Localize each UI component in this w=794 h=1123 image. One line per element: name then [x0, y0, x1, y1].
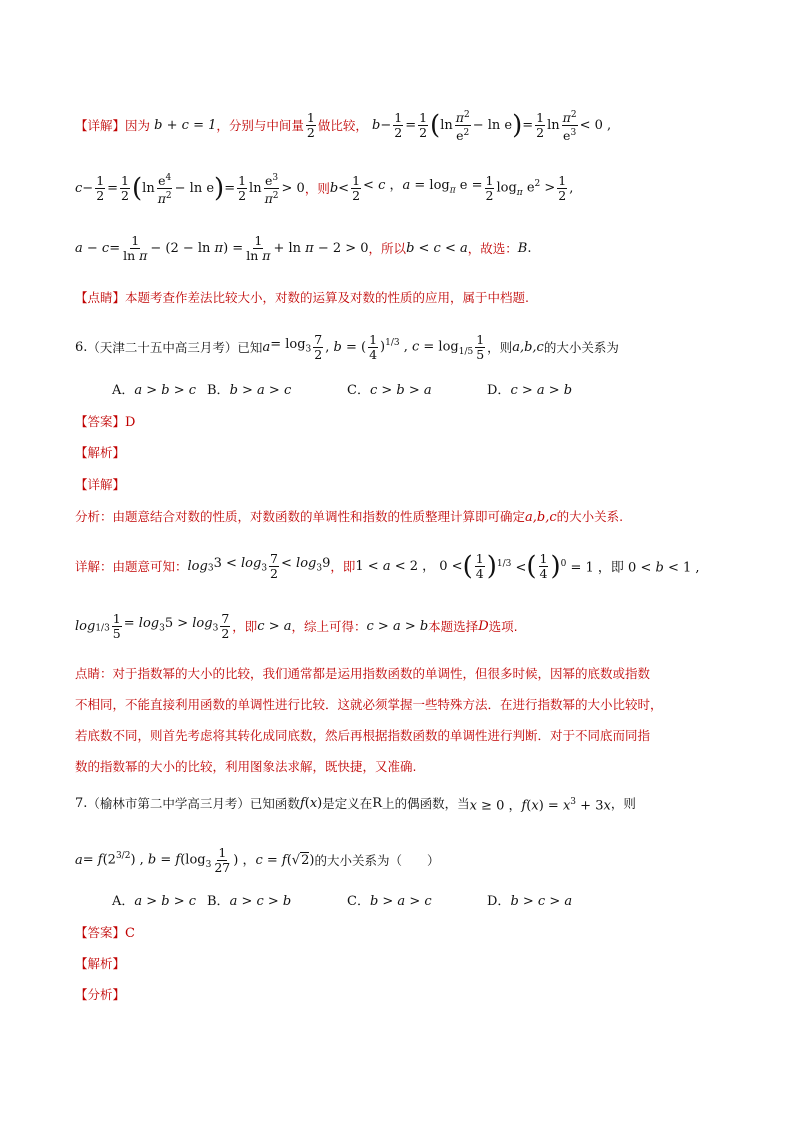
q5-detail-line-3: a − c= $\frac{1}{\text{ln π}}$ − (2 − ln π) = $\frac{1}{\text{ln π}}$ + ln π − 2 > 0，所以b < c < a，故选：B. [75, 233, 532, 263]
q6-analysis: 分析：由题意结合对数的性质，对数函数的单调性和指数的性质整理计算即可确定a,b,c的大小关系. [75, 509, 624, 525]
q6-comment-line-1: 点睛：对于指数幂的大小的比较，我们通常都是运用指数函数的单调性，但很多时候，因幂的底数或指数 [75, 666, 651, 681]
q5-comment-tag: 【点睛】 [75, 290, 126, 305]
q6-answer: 【答案】D [75, 414, 136, 430]
q7-analysis-tag: 【解析】 [75, 956, 126, 971]
q6-stem: 6.（天津二十五中高三月考）已知$a= \log_3$ $\frac{7}{2}$ , b = ( $\frac{1}{4}$ )$^{1/3}$ , $c = \log_{1/5}$ $\frac{1}{5}$ ，则a,b,c的大小关系为 [75, 332, 619, 362]
q6-option-b[interactable]: B．b > a > c [207, 383, 292, 398]
q6-analysis-tag: 【解析】 [75, 445, 126, 460]
q7-option-c[interactable]: C．b > a > c [347, 894, 432, 909]
q6-comment-line-2: 不相同，不能直接利用函数的单调性进行比较．这就必须掌握一些特殊方法．在进行指数幂的大小比较时， [75, 697, 663, 712]
q7-answer-value: C [125, 926, 135, 941]
q6-option-d[interactable]: D．c > a > b [487, 383, 573, 398]
q6-comment-line-3: 若底数不同，则首先考虑将其转化成同底数，然后再根据指数函数的单调性进行判断．对于不同底而同指 [75, 728, 651, 743]
q6-detail-line-2: $\log_{1/3}$ $\frac{1}{5}$ = $\log_35 > \log_3$ $\frac{7}{2}$ ，即c > a，综上可得：c > a > b本题选择D选项. [75, 611, 518, 641]
q6-detail-tag: 【详解】 [75, 477, 126, 492]
q7-stem-line-1: 7.（榆林市第二中学高三月考）已知函数f(x)是定义在R上的偶函数，当x ≥ 0 ，$f(x) = x^3 + 3x$，则 [75, 796, 636, 814]
q6-comment-line-4: 数的指数幂的大小的比较，利用图象法求解，既快捷，又准确. [75, 759, 417, 774]
q6-option-a[interactable]: A．a > b > c [112, 383, 197, 398]
q7-stem-line-2: $a= f(2^{3/2})$ , $b = f(\log_3$ $\frac{1}{27}$ ) ，c = f(√2)的大小关系为（ ） [75, 845, 440, 875]
q5-detail-line-1: 【详解】因为 b + c = 1，分别与中间量 $\frac{1}{2}$ 做比较， b− $\frac{1}{2}$ = $\frac{1}{2}$ (ln $\frac{\pi^2}{e^2}$ − ln e)= $\frac{1}{2}$ ln $\frac{\pi^2}{e^3}$ < 0 , [75, 110, 612, 144]
q7-options [112, 894, 572, 910]
q6-option-c[interactable]: C．c > b > a [347, 383, 432, 398]
q7-fenxi-tag: 【分析】 [75, 987, 126, 1002]
q5-detail-line-2: c− $\frac{1}{2}$ = $\frac{1}{2}$ (ln $\frac{e^4}{\pi^2}$ − ln e)= $\frac{1}{2}$ ln $\frac{e^3}{\pi^2}$ > 0，则b< $\frac{1}{2}$ < c ，$a = \log_\pi e$ = $\frac{1}{2}$ $\log_\pi e^2$ > $\frac{1}{2}$ , [75, 173, 574, 207]
q5-comment: 【点睛】本题考查作差法比较大小，对数的运算及对数的性质的应用，属于中档题. [75, 290, 529, 305]
q7-answer: 【答案】C [75, 925, 135, 941]
q5-detail-tag: 【详解】 [75, 117, 126, 133]
q6-answer-value: D [125, 415, 136, 430]
q7-option-b[interactable]: B．a > c > b [207, 894, 292, 909]
q7-option-a[interactable]: A．a > b > c [112, 894, 197, 909]
q6-detail-line-1: 详解：由题意可知：$\log_33 < \log_3$ $\frac{7}{2}$ < $\log_39$，即1 < a < 2 ， 0 <( $\frac{1}{4}$ )$^{1/3}$ <( $\frac{1}{4}$ )$^0$ = 1 ，即 0 < b < 1 , [75, 551, 700, 582]
q6-options [112, 383, 572, 399]
q7-option-d[interactable]: D．b > c > a [487, 894, 573, 909]
